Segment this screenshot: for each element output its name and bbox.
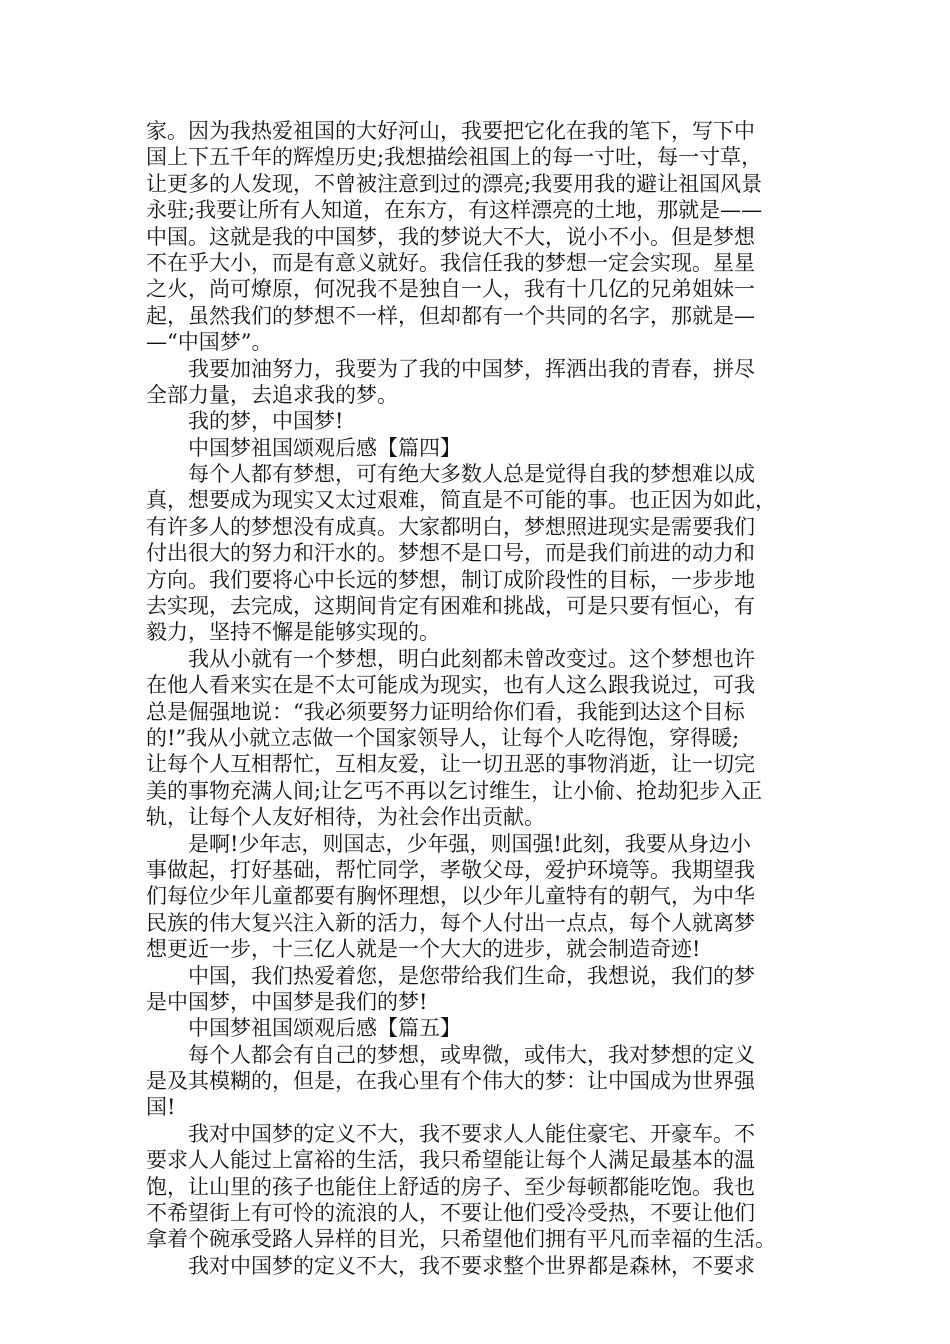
- text-line: 在他人看来实在是不太可能成为现实，也有人这么跟我说过，可我: [146, 673, 755, 698]
- text-line: 之火，尚可燎原，何况我不是独自一人，我有十几亿的兄弟姐妹一: [146, 277, 755, 302]
- text-line: 不在乎大小，而是有意义就好。我信任我的梦想一定会实现。星星: [146, 250, 755, 275]
- text-line: 让每个人互相帮忙，互相友爱，让一切丑恶的事物消逝，让一切完: [146, 752, 755, 777]
- text-line: 美的事物充满人间;让乞丐不再以乞讨维生，让小偷、抢劫犯步入正: [146, 778, 763, 803]
- text-line: 轨，让每个人友好相待，为社会作出贡献。: [146, 805, 545, 830]
- text-line: 我对中国梦的定义不大，我不要求整个世界都是森林，不要求: [188, 1253, 755, 1278]
- text-line: 我的梦，中国梦!: [188, 409, 344, 434]
- text-line: 民族的伟大复兴注入新的活力，每个人付出一点点，每个人就离梦: [146, 910, 755, 935]
- text-line: 方向。我们要将心中长远的梦想，制订成阶段性的目标，一步步地: [146, 567, 755, 592]
- text-line: 总是倔强地说：“我必须要努力证明给你们看，我能到达这个目标: [146, 699, 745, 724]
- text-line: 去实现，去完成，这期间肯定有困难和挑战，可是只要有恒心，有: [146, 594, 755, 619]
- text-line: 国上下五千年的辉煌历史;我想描绘祖国上的每一寸吐，每一寸草，: [146, 145, 763, 170]
- text-line: 要求人人能过上富裕的生活，我只希望能让每个人满足最基本的温: [146, 1148, 755, 1173]
- text-line: 中国，我们热爱着您，是您带给我们生命，我想说，我们的梦: [188, 963, 755, 988]
- text-line: 我从小就有一个梦想，明白此刻都未曾改变过。这个梦想也许: [188, 646, 755, 671]
- text-line: 我对中国梦的定义不大，我不要求人人能住豪宅、开豪车。不: [188, 1121, 755, 1146]
- text-line: 饱，让山里的孩子也能住上舒适的房子、至少每顿都能吃饱。我也: [146, 1174, 755, 1199]
- text-line: 付出很大的努力和汗水的。梦想不是口号，而是我们前进的动力和: [146, 541, 755, 566]
- text-line: —“中国梦”。: [146, 330, 273, 355]
- text-line: 想更近一步，十三亿人就是一个大大的进步，就会制造奇迹!: [146, 937, 701, 962]
- text-line: 起，虽然我们的梦想不一样，但却都有一个共同的名字，那就是—: [146, 303, 755, 328]
- text-line: 全部力量，去追求我的梦。: [146, 382, 398, 407]
- text-line: 永驻;我要让所有人知道，在东方，有这样漂亮的土地，那就是——: [146, 198, 763, 223]
- text-line: 们每位少年儿童都要有胸怀理想，以少年儿童特有的朝气，为中华: [146, 884, 755, 909]
- text-line: 中国梦祖国颂观后感【篇四】: [188, 435, 461, 460]
- text-line: 拿着个碗承受路人异样的目光，只希望他们拥有平凡而幸福的生活。: [146, 1227, 776, 1252]
- text-line: 每个人都有梦想，可有绝大多数人总是觉得自我的梦想难以成: [188, 462, 755, 487]
- text-line: 真，想要成为现实又太过艰难，简直是不可能的事。也正因为如此，: [146, 488, 776, 513]
- text-line: 事做起，打好基础，帮忙同学，孝敬父母，爱护环境等。我期望我: [146, 857, 755, 882]
- text-line: 不希望街上有可怜的流浪的人，不要让他们受冷受热，不要让他们: [146, 1201, 755, 1226]
- text-line: 毅力，坚持不懈是能够实现的。: [146, 620, 440, 645]
- text-line: 中国梦祖国颂观后感【篇五】: [188, 1016, 461, 1041]
- text-line: 中国。这就是我的中国梦，我的梦说大不大，说小不小。但是梦想: [146, 224, 755, 249]
- text-line: 我要加油努力，我要为了我的中国梦，挥洒出我的青春，拼尽: [188, 356, 755, 381]
- text-line: 的!”我从小就立志做一个国家领导人，让每个人吃得饱，穿得暖;: [146, 725, 740, 750]
- text-line: 让更多的人发现，不曾被注意到过的漂亮;我要用我的避让祖国风景: [146, 171, 763, 196]
- text-line: 国!: [146, 1095, 176, 1120]
- text-line: 有许多人的梦想没有成真。大家都明白，梦想照进现实是需要我们: [146, 514, 755, 539]
- text-line: 是中国梦，中国梦是我们的梦!: [146, 989, 428, 1014]
- document-page: [146, 118, 806, 1279]
- text-line: 家。因为我热爱祖国的大好河山，我要把它化在我的笔下，写下中: [146, 119, 755, 143]
- text-line: 每个人都会有自己的梦想，或卑微，或伟大，我对梦想的定义: [188, 1042, 755, 1067]
- text-line: 是及其模糊的，但是，在我心里有个伟大的梦：让中国成为世界强: [146, 1069, 755, 1094]
- text-line: 是啊!少年志，则国志，少年强，则国强!此刻，我要从身边小: [188, 831, 751, 856]
